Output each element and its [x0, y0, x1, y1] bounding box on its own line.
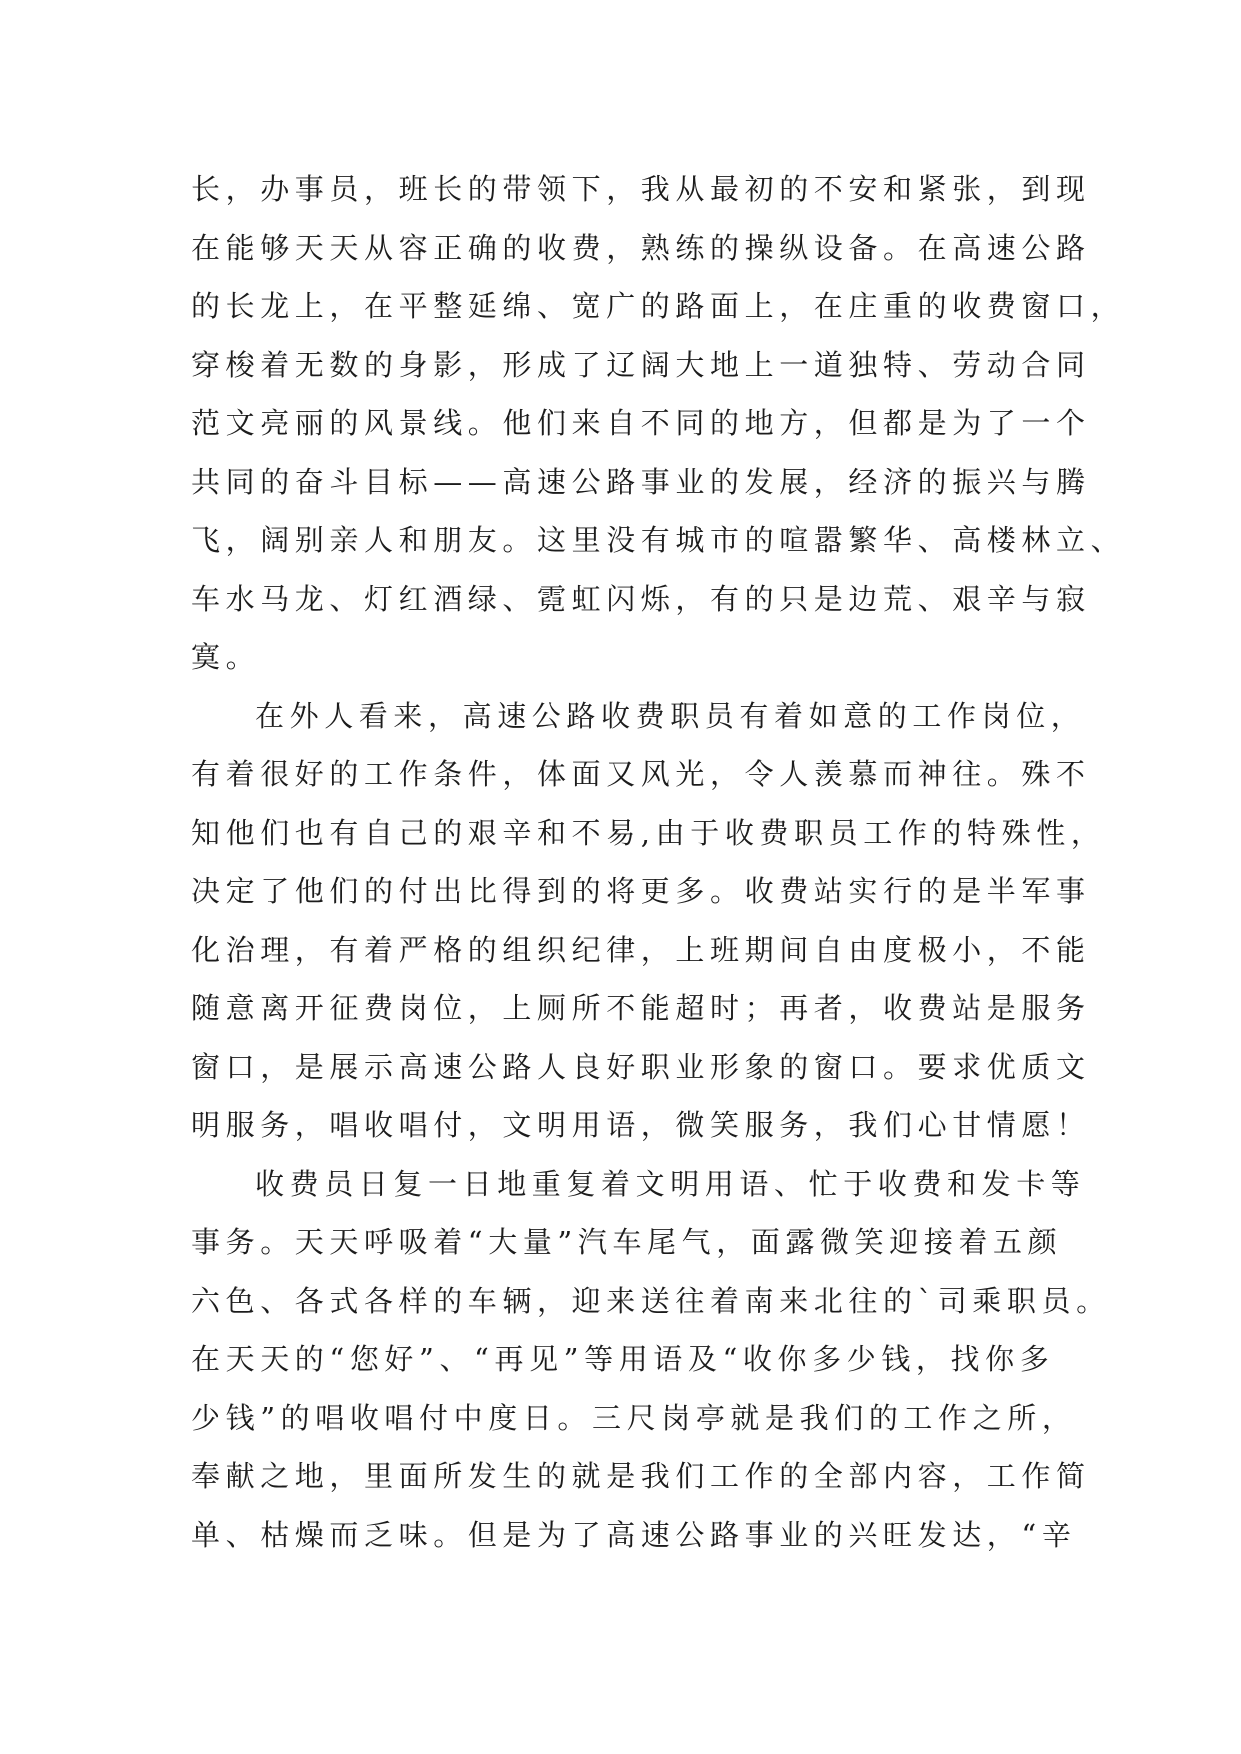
text-line: 知他们也有自己的艰辛和不易,由于收费职员工作的特殊性，: [191, 815, 1106, 850]
body-text: [191, 160, 1126, 1564]
text-line: 在天天的“您好”、“再见”等用语及“收你多少钱，找你多: [191, 1342, 1055, 1376]
text-line: 窗口，是展示高速公路人良好职业形象的窗口。要求优质文: [191, 1049, 1091, 1084]
text-line: 寞。: [191, 640, 261, 674]
text-line: 飞，阔别亲人和朋友。这里没有城市的喧嚣繁华、高楼林立、: [191, 523, 1126, 557]
text-line: 共同的奋斗目标——高速公路事业的发展，经济的振兴与腾: [191, 464, 1091, 499]
text-line: 在外人看来，高速公路收费职员有着如意的工作岗位，: [255, 698, 1086, 733]
text-line: 决定了他们的付出比得到的将更多。收费站实行的是半军事: [191, 874, 1091, 908]
text-line: 长，办事员，班长的带领下，我从最初的不安和紧张，到现: [191, 172, 1091, 206]
text-line: 化治理，有着严格的组织纪律，上班期间自由度极小，不能: [191, 932, 1091, 967]
text-line: 范文亮丽的风景线。他们来自不同的地方，但都是为了一个: [191, 406, 1091, 440]
text-line: 奉献之地，里面所发生的就是我们工作的全部内容，工作简: [191, 1459, 1091, 1493]
text-line: 明服务，唱收唱付，文明用语，微笑服务，我们心甘情愿！: [191, 1108, 1091, 1142]
text-line: 事务。天天呼吸着“大量”汽车尾气，面露微笑迎接着五颜: [191, 1225, 1063, 1259]
text-line: 随意离开征费岗位，上厕所不能超时；再者，收费站是服务: [191, 991, 1091, 1025]
text-line: 车水马龙、灯红酒绿、霓虹闪烁，有的只是边荒、艰辛与寂: [191, 581, 1091, 616]
text-line: 单、枯燥而乏味。但是为了高速公路事业的兴旺发达，“辛: [191, 1517, 1077, 1552]
text-line: 收费员日复一日地重复着文明用语、忙于收费和发卡等: [255, 1166, 1086, 1201]
text-line: 有着很好的工作条件，体面又风光，令人羡慕而神往。殊不: [191, 757, 1091, 791]
text-line: 在能够天天从容正确的收费，熟练的操纵设备。在高速公路: [191, 230, 1091, 265]
text-line: 少钱”的唱收唱付中度日。三尺岗亭就是我们的工作之所，: [191, 1400, 1077, 1435]
text-line: 的长龙上，在平整延绵、宽广的路面上，在庄重的收费窗口，: [191, 289, 1126, 323]
text-line: 穿梭着无数的身影，形成了辽阔大地上一道独特、劳动合同: [191, 347, 1091, 382]
text-line: 六色、各式各样的车辆，迎来送往着南来北往的`司乘职员。: [191, 1283, 1111, 1318]
